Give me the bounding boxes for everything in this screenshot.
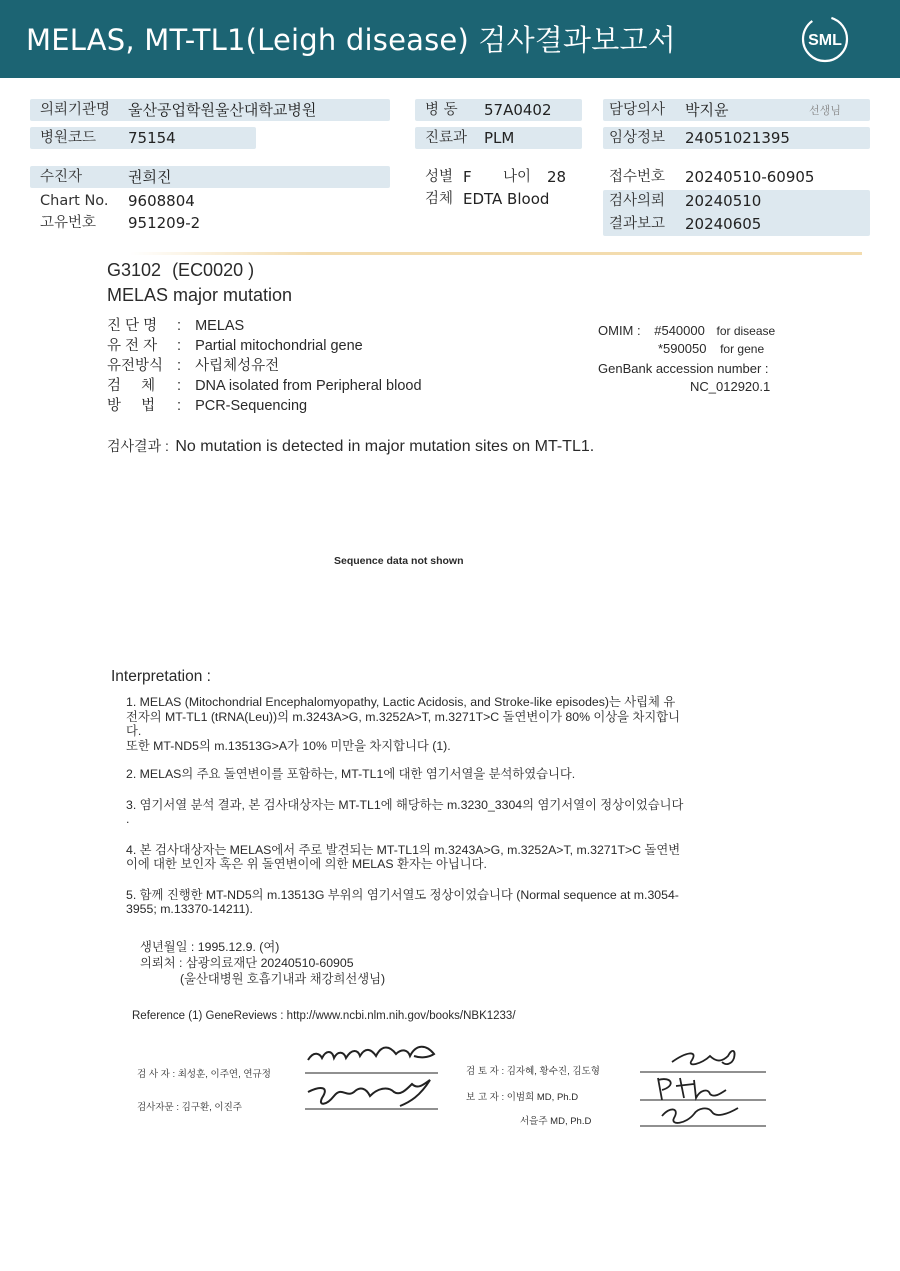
field-colon: :: [177, 398, 182, 414]
genbank-label: GenBank accession number :: [598, 361, 769, 376]
dates-box: [603, 190, 870, 236]
doctor-value: 박지윤: [685, 101, 729, 119]
field-label: 방 법: [107, 398, 156, 414]
hospital-code-value: 75154: [128, 129, 176, 147]
age-value: 28: [547, 168, 567, 186]
receipt-value: 20240510-60905: [685, 168, 815, 186]
interpretation-line: 전자의 MT-TL1 (tRNA(Leu))의 m.3243A>G, m.3252A>T, m.3271T>C 돌연변이가 80% 이상을 차지합니: [126, 709, 680, 724]
interpretation-item: [126, 695, 683, 753]
doctor-label: 담당의사: [609, 102, 666, 118]
interpretation-item: [126, 798, 683, 827]
field-colon: :: [177, 378, 182, 394]
field-value: DNA isolated from Peripheral blood: [195, 378, 422, 394]
reviewers: 검 토 자 : 김자혜, 황수진, 김도형: [466, 1066, 600, 1077]
divider: [130, 252, 862, 255]
tester-signatures: [300, 1040, 450, 1115]
birth-line: 생년월일 : 1995.12.9. (여): [140, 940, 280, 954]
age-label: 나이: [503, 169, 532, 185]
department-label: 진료과: [425, 130, 468, 146]
sml-logo: [800, 14, 850, 64]
interpretation-line: 또한 MT-ND5의 m.13513G>A가 10% 미만을 차지합니다 (1).: [126, 738, 451, 753]
institution-label: 의뢰기관명: [40, 102, 111, 118]
field-label: 유전방식: [107, 358, 164, 374]
clinical-label: 임상정보: [609, 130, 666, 146]
client-line: 의뢰처 : 삼광의료재단 20240510-60905: [140, 956, 354, 970]
test-fields: [107, 316, 422, 416]
patient-row: [30, 166, 390, 188]
field-row: [107, 396, 422, 416]
field-row: [107, 336, 422, 356]
field-value: MELAS: [195, 318, 245, 334]
unique-row: [30, 212, 390, 234]
interpretation-line: 5. 함께 진행한 MT-ND5의 m.13513G 부위의 염기서열도 정상이었습니다 (Normal sequence at m.3054-: [126, 887, 679, 902]
hospital-code-row: [30, 127, 256, 149]
report-title: MELAS, MT-TL1(Leigh disease) 검사결과보고서: [26, 23, 676, 57]
receipt-row: [603, 166, 870, 188]
specimen-row: [415, 188, 585, 210]
interpretation-list: [126, 695, 683, 917]
department-value: PLM: [484, 129, 515, 147]
ward-label: 병 동: [425, 102, 458, 118]
field-value: Partial mitochondrial gene: [195, 338, 363, 354]
clinical-value: 24051021395: [685, 129, 790, 147]
omim-disease: #540000: [654, 323, 705, 338]
ward-row: [415, 99, 582, 121]
institution-value: 울산공업학원울산대학교병원: [128, 101, 317, 119]
doctor-row: [603, 99, 870, 121]
sex-age-row: [415, 166, 585, 188]
sequence-note: Sequence data not shown: [334, 555, 464, 567]
test-code: G3102: [107, 260, 162, 280]
field-row: [107, 356, 422, 376]
chart-label: Chart No.: [40, 193, 109, 209]
field-label: 진 단 명: [107, 318, 158, 334]
field-row: [107, 316, 422, 336]
interpretation-title: Interpretation :: [111, 668, 211, 685]
interpretation-line: 2. MELAS의 주요 돌연변이를 포함하는, MT-TL1에 대한 염기서열을 분석하였습니다.: [126, 767, 576, 781]
field-colon: :: [177, 318, 182, 334]
result-text: No mutation is detected in major mutation sites on MT-TL1.: [175, 438, 595, 455]
clinical-row: [603, 127, 870, 149]
field-label: 검 체: [107, 378, 156, 394]
interpretation-item: [126, 843, 683, 872]
sex-value: F: [463, 168, 472, 186]
request-value: 20240510: [685, 192, 762, 210]
interpretation-item: [126, 767, 683, 782]
tester-advisors: 검사자문 : 김구환, 이진주: [137, 1102, 242, 1113]
chart-row: [30, 190, 390, 212]
interpretation-line: 다.: [126, 724, 142, 738]
testers: 검 사 자 : 최성훈, 이주연, 연규정: [137, 1069, 271, 1080]
reviewer-signatures: [636, 1042, 771, 1134]
institution-row: [30, 99, 390, 121]
omim-label: OMIM :: [598, 323, 641, 338]
receipt-label: 접수번호: [609, 169, 666, 185]
test-code-line: [107, 260, 254, 281]
interpretation-line: 1. MELAS (Mitochondrial Encephalomyopathy, Lactic Acidosis, and Stroke-like episodes)는 사립체 유: [126, 695, 676, 709]
ward-value: 57A0402: [484, 101, 552, 119]
patient-value: 권희진: [128, 168, 172, 186]
reference: Reference (1) GeneReviews : http://www.ncbi.nlm.nih.gov/books/NBK1233/: [132, 1010, 516, 1022]
field-label: 유 전 자: [107, 338, 158, 354]
request-label: 검사의뢰: [609, 193, 666, 209]
field-value: PCR-Sequencing: [195, 398, 308, 414]
sex-label: 성별: [425, 169, 454, 185]
field-value: 사립체성유전: [195, 358, 280, 374]
specimen-label: 검체: [425, 191, 454, 207]
test-code-ec: (EC0020 ): [172, 260, 255, 280]
interpretation-line: 3955; m.13370-14211).: [126, 902, 253, 916]
interpretation-line: 이에 대한 보인자 혹은 위 돌연변이에 의한 MELAS 환자는 아닙니다.: [126, 857, 487, 871]
reporter-1: 보 고 자 : 이범희 MD, Ph.D: [466, 1092, 579, 1103]
hospital-code-label: 병원코드: [40, 130, 97, 146]
omim-disease-note: for disease: [716, 324, 776, 338]
patient-label: 수진자: [40, 169, 83, 185]
interpretation-line: 3. 염기서열 분석 결과, 본 검사대상자는 MT-TL1에 해당하는 m.3230_3304의 염기서열이 정상이었습니다: [126, 797, 684, 812]
client-line-2: (울산대병원 호흡기내과 채강희선생님): [180, 972, 386, 986]
field-row: [107, 376, 422, 396]
unique-label: 고유번호: [40, 215, 97, 231]
unique-value: 951209-2: [128, 214, 201, 232]
report-date-value: 20240605: [685, 215, 762, 233]
field-colon: :: [177, 358, 182, 374]
test-name: MELAS major mutation: [107, 285, 293, 305]
report-header: [0, 0, 900, 78]
interpretation-item: [126, 888, 683, 917]
reporter-2: 서을주 MD, Ph.D: [520, 1116, 592, 1127]
field-colon: :: [177, 338, 182, 354]
report-date-label: 결과보고: [609, 216, 666, 232]
doctor-suffix: 선생님: [809, 104, 841, 117]
interpretation-line: .: [126, 812, 130, 826]
department-row: [415, 127, 582, 149]
result-line: [107, 436, 594, 456]
interpretation-line: 4. 본 검사대상자는 MELAS에서 주로 발견되는 MT-TL1의 m.3243A>G, m.3252A>T, m.3271T>C 돌연변: [126, 842, 681, 857]
specimen-value: EDTA Blood: [463, 190, 550, 208]
chart-value: 9608804: [128, 192, 195, 210]
omim-gene-note: for gene: [720, 342, 765, 356]
patient-client-block: [140, 939, 385, 987]
result-label: 검사결과 :: [107, 438, 169, 454]
sml-logo-text: SML: [808, 32, 842, 49]
genbank-value: NC_012920.1: [690, 379, 771, 394]
omim-block: [598, 322, 775, 358]
omim-gene: *590050: [658, 341, 707, 356]
